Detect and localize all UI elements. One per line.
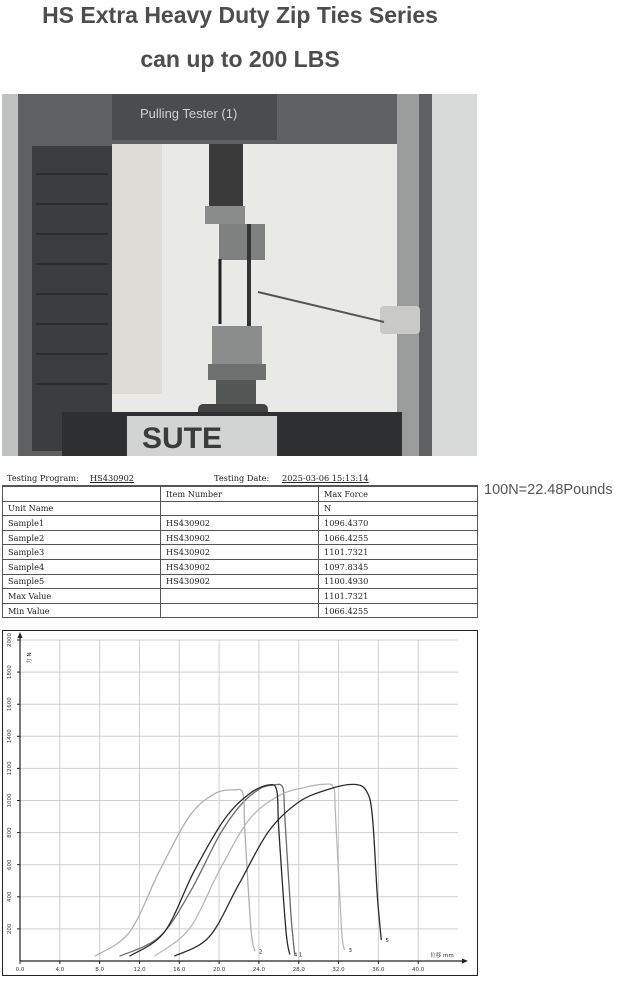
table-cell: 1100.4930 bbox=[319, 574, 478, 589]
series-label-2: 2 bbox=[258, 949, 263, 956]
table-header-row bbox=[3, 487, 478, 502]
table-cell: 1101.7321 bbox=[319, 589, 478, 604]
table-cell bbox=[161, 603, 319, 618]
table-cell: 1101.7321 bbox=[319, 545, 478, 560]
x-tick-label: 24.0 bbox=[252, 967, 266, 973]
table-row bbox=[3, 516, 478, 531]
page-title: HS Extra Heavy Duty Zip Ties Series bbox=[42, 2, 438, 28]
series-label-1: 1 bbox=[298, 952, 303, 959]
table-cell: HS430902 bbox=[161, 559, 319, 574]
date-value: 2025-03-06 15:13:14 bbox=[282, 473, 369, 483]
x-tick-label: 20.0 bbox=[212, 967, 226, 973]
x-tick-label: 12.0 bbox=[133, 967, 146, 973]
x-axis-label: 位移 mm bbox=[430, 953, 454, 959]
results-table bbox=[2, 486, 478, 618]
x-tick-label: 4.0 bbox=[55, 967, 65, 973]
table-cell: Sample3 bbox=[3, 545, 161, 560]
y-tick-label: 800 bbox=[7, 827, 13, 838]
force-displacement-chart bbox=[2, 630, 478, 976]
unit-conversion-note: 100N=22.48Pounds bbox=[484, 482, 613, 498]
machine-label: Pulling Tester (1) bbox=[140, 106, 238, 121]
y-tick-label: 1800 bbox=[7, 665, 13, 680]
program-label: Testing Program: bbox=[7, 473, 79, 483]
brand-text: SUTE bbox=[142, 422, 223, 455]
report-header bbox=[2, 470, 478, 486]
table-cell: HS430902 bbox=[161, 545, 319, 560]
table-cell: Sample1 bbox=[3, 516, 161, 531]
table-header-cell: Max Force bbox=[319, 487, 478, 502]
table-cell: 1066.4255 bbox=[319, 603, 478, 618]
page-subtitle: can up to 200 LBS bbox=[140, 46, 340, 72]
table-row bbox=[3, 530, 478, 545]
table-cell bbox=[161, 501, 319, 516]
y-tick-label: 1000 bbox=[7, 793, 13, 808]
table-row bbox=[3, 603, 478, 618]
x-tick-label: 40.0 bbox=[412, 967, 425, 973]
y-tick-label: 400 bbox=[7, 891, 13, 903]
table-cell: Sample5 bbox=[3, 574, 161, 589]
series-label-4: 4 bbox=[293, 952, 298, 959]
table-cell: 1097.8345 bbox=[319, 559, 478, 574]
date-label: Testing Date: bbox=[214, 473, 270, 483]
x-tick-label: 0.0 bbox=[15, 967, 25, 973]
x-tick-label: 28.0 bbox=[292, 967, 305, 973]
table-cell: HS430902 bbox=[161, 574, 319, 589]
table-cell: Sample2 bbox=[3, 530, 161, 545]
x-tick-label: 32.0 bbox=[332, 967, 345, 973]
x-tick-label: 16.0 bbox=[173, 967, 186, 973]
x-tick-label: 8.0 bbox=[95, 967, 105, 973]
table-row bbox=[3, 545, 478, 560]
table-cell: 1066.4255 bbox=[319, 530, 478, 545]
table-header-cell bbox=[3, 487, 161, 502]
table-cell bbox=[161, 589, 319, 604]
table-cell: 1096.4370 bbox=[319, 516, 478, 531]
table-cell: Max Value bbox=[3, 589, 161, 604]
table-cell: Sample4 bbox=[3, 559, 161, 574]
table-row bbox=[3, 501, 478, 516]
x-tick-label: 36.0 bbox=[372, 967, 385, 973]
table-row bbox=[3, 559, 478, 574]
tester-photo bbox=[2, 94, 477, 456]
y-tick-label: 1400 bbox=[7, 729, 13, 744]
table-cell: HS430902 bbox=[161, 530, 319, 545]
table-row bbox=[3, 589, 478, 604]
y-tick-label: 2000 bbox=[7, 633, 13, 647]
chart-frame bbox=[3, 631, 478, 976]
table-cell: HS430902 bbox=[161, 516, 319, 531]
series-label-5: 5 bbox=[385, 938, 389, 945]
table-cell: N bbox=[319, 501, 478, 516]
series-label-3: 3 bbox=[348, 947, 353, 954]
table-header-cell: Item Number bbox=[161, 487, 319, 502]
tester-photo-drawing bbox=[2, 94, 477, 456]
chart-svg bbox=[2, 630, 478, 976]
y-axis-label: 力 N bbox=[27, 652, 33, 664]
y-tick-label: 1200 bbox=[7, 761, 13, 776]
test-report bbox=[2, 470, 478, 618]
table-row bbox=[3, 574, 478, 589]
y-tick-label: 1600 bbox=[7, 697, 13, 712]
table-cell: Min Value bbox=[3, 603, 161, 618]
table-cell: Unit Name bbox=[3, 501, 161, 516]
y-tick-label: 200 bbox=[7, 923, 13, 935]
program-value: HS430902 bbox=[90, 473, 135, 483]
y-tick-label: 600 bbox=[7, 859, 13, 870]
